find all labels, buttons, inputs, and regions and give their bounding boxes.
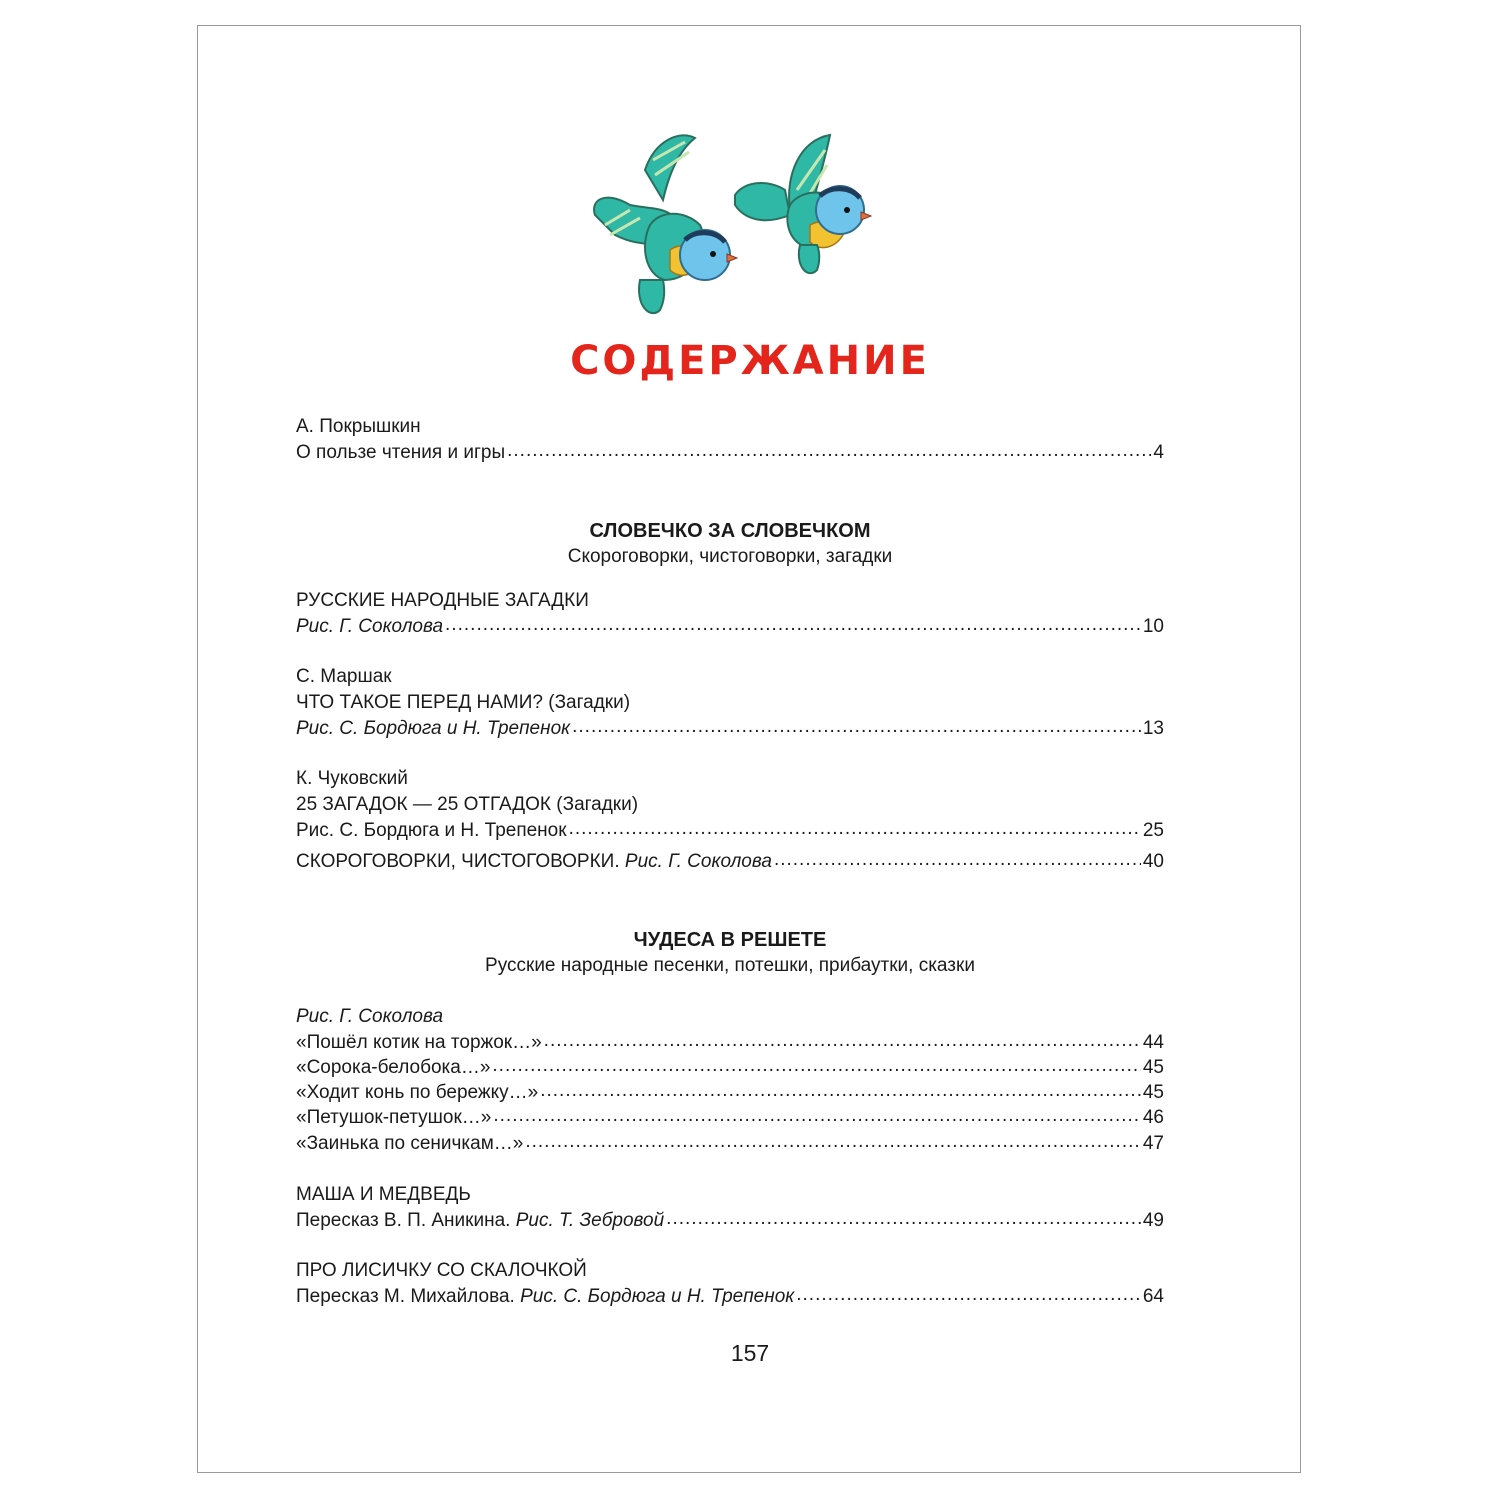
contents-heading: СОДЕРЖАНИЕ <box>570 338 930 384</box>
entry-author: С. Маршак <box>296 666 392 687</box>
entry-title: ЧТО ТАКОЕ ПЕРЕД НАМИ? (Загадки) <box>296 692 631 713</box>
entry-title: СКОРОГОВОРКИ, ЧИСТОГОВОРКИ. <box>296 851 620 872</box>
dot-leader <box>445 612 1141 638</box>
dot-leader <box>572 714 1141 740</box>
dot-leader <box>569 816 1141 842</box>
entry-illustrator: Рис. Т. Зебровой <box>515 1210 665 1231</box>
toc-entry[interactable] <box>296 614 1164 640</box>
entry-title: О пользе чтения и игры <box>296 442 506 463</box>
toc-entry[interactable] <box>296 1208 1164 1234</box>
page-ref: 25 <box>1142 820 1164 841</box>
toc-entry[interactable] <box>296 1284 1164 1310</box>
dot-leader <box>774 847 1141 873</box>
entry-illustrator: Рис. С. Бордюга и Н. Трепенок <box>520 1286 795 1307</box>
dot-leader <box>493 1103 1141 1129</box>
intro-author: А. Покрышкин <box>296 416 421 437</box>
right-bird <box>735 135 871 273</box>
left-bird <box>594 135 737 313</box>
page-ref: 49 <box>1142 1210 1164 1231</box>
toc-entry[interactable] <box>296 1131 1164 1157</box>
entry-illustrator: Рис. Г. Соколова <box>296 616 444 637</box>
page-ref: 10 <box>1142 616 1164 637</box>
dot-leader <box>796 1282 1141 1308</box>
dot-leader <box>544 1028 1141 1054</box>
section-illustrator: Рис. Г. Соколова <box>296 1006 444 1027</box>
entry-title: «Заинька по сеничкам…» <box>296 1133 524 1154</box>
entry-reteller: Пересказ М. Михайлова. <box>296 1286 515 1307</box>
dot-leader <box>666 1206 1141 1232</box>
page-ref: 45 <box>1142 1057 1164 1078</box>
page-ref: 45 <box>1142 1082 1164 1103</box>
entry-title: МАША И МЕДВЕДЬ <box>296 1184 471 1205</box>
toc-entry[interactable] <box>296 716 1164 742</box>
entry-title: ПРО ЛИСИЧКУ СО СКАЛОЧКОЙ <box>296 1260 587 1281</box>
dot-leader <box>507 438 1151 464</box>
toc-entry[interactable] <box>296 1105 1164 1131</box>
page-ref: 4 <box>1153 442 1164 463</box>
entry-title: «Пошёл котик на торжок…» <box>296 1032 542 1053</box>
toc-entry[interactable] <box>296 818 1164 844</box>
page-ref: 47 <box>1142 1133 1164 1154</box>
section-title: СЛОВЕЧКО ЗА СЛОВЕЧКОМ <box>589 520 871 542</box>
entry-title: «Ходит конь по бережку…» <box>296 1082 539 1103</box>
entry-title: 25 ЗАГАДОК — 25 ОТГАДОК (Загадки) <box>296 794 639 815</box>
entry-reteller: Пересказ В. П. Аникина. <box>296 1210 511 1231</box>
birds-illustration <box>585 130 875 330</box>
section-title: ЧУДЕСА В РЕШЕТЕ <box>633 929 827 951</box>
toc-entry[interactable] <box>296 849 1164 875</box>
section-subtitle: Скороговорки, чистоговорки, загадки <box>567 546 893 567</box>
page-ref: 44 <box>1142 1032 1164 1053</box>
entry-title: «Сорока-белобока…» <box>296 1057 491 1078</box>
toc-entry[interactable] <box>296 440 1164 466</box>
dot-leader <box>525 1129 1141 1155</box>
dot-leader <box>492 1053 1140 1079</box>
dot-leader <box>540 1078 1141 1104</box>
section-subtitle: Русские народные песенки, потешки, прибаутки, сказки <box>485 955 975 976</box>
entry-illustrator: Рис. Г. Соколова <box>624 851 772 872</box>
entry-title: РУССКИЕ НАРОДНЫЕ ЗАГАДКИ <box>296 590 589 611</box>
page-ref: 40 <box>1142 851 1164 872</box>
entry-illustrator: Рис. С. Бордюга и Н. Трепенок <box>296 820 567 841</box>
entry-author: К. Чуковский <box>296 768 408 789</box>
entry-title: «Петушок-петушок…» <box>296 1107 492 1128</box>
page-ref: 13 <box>1142 718 1164 739</box>
page-ref: 46 <box>1142 1107 1164 1128</box>
entry-illustrator: Рис. С. Бордюга и Н. Трепенок <box>296 718 571 739</box>
page-ref: 64 <box>1142 1286 1164 1307</box>
page-number: 157 <box>730 1340 770 1366</box>
